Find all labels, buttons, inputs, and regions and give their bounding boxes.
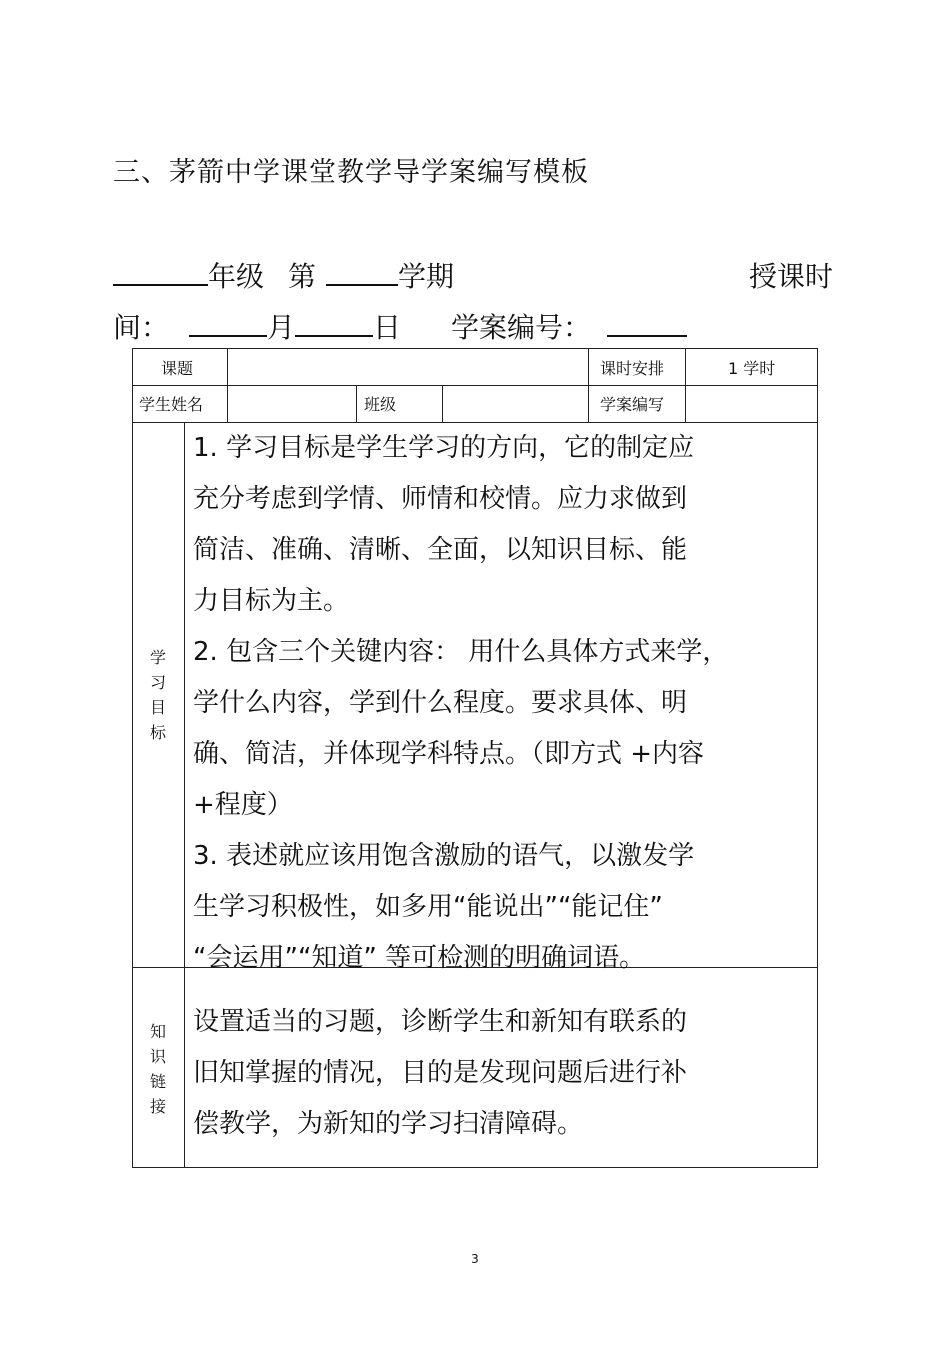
col-divider (685, 349, 686, 422)
goals-content (193, 423, 728, 984)
goals-line: 生学习积极性，如多用“能说出”“能记住” (193, 892, 663, 922)
side-char: 识 (149, 1047, 166, 1066)
student-field[interactable] (229, 385, 355, 422)
goals-line: 简洁、准确、清晰、全面，以知识目标、能 (193, 535, 688, 565)
link-line: 偿教学，为新知的学习扫清障碍。 (193, 1109, 584, 1139)
goals-line: 1. 学习目标是学生学习的方向，它的制定应 (193, 433, 695, 463)
col-divider (588, 349, 589, 422)
teach-time-label-2: 间： (113, 311, 170, 344)
class-label: 班级 (364, 395, 397, 414)
teach-time-label-1: 授课时 (748, 260, 833, 293)
topic-label: 课题 (161, 358, 194, 378)
col-divider (184, 422, 185, 1167)
col-divider (442, 385, 443, 422)
col-divider (356, 385, 357, 422)
side-char: 标 (149, 723, 166, 742)
month-label: 月 (267, 311, 296, 344)
writer-label: 学案编写 (600, 395, 665, 414)
side-char: 习 (149, 673, 166, 692)
grade-blank[interactable] (113, 258, 208, 286)
goals-line: 确、简洁，并体现学科特点。（即方式 +内容 (193, 739, 705, 769)
page-number: 3 (471, 1252, 479, 1266)
goals-line: 力目标为主。 (193, 586, 350, 616)
day-blank[interactable] (295, 309, 373, 337)
page-title: 三、茅箭中学课堂教学导学案编写模板 (113, 157, 589, 188)
side-char: 知 (149, 1022, 166, 1041)
goals-side-label (133, 645, 183, 745)
goals-line: 学什么内容，学到什么程度。要求具体、明 (193, 688, 688, 718)
link-content (193, 997, 687, 1150)
info-line-2 (113, 306, 687, 346)
period-value: 1 学时 (728, 358, 776, 378)
side-char: 接 (149, 1097, 166, 1116)
goals-line: 充分考虑到学情、师情和校情。应力求做到 (193, 484, 688, 514)
writer-field[interactable] (687, 385, 815, 422)
link-side-label (133, 1019, 183, 1119)
semester-blank[interactable] (326, 258, 398, 286)
month-blank[interactable] (189, 309, 267, 337)
goals-line: “会运用”“知道” 等可检测的明确词语。 (193, 943, 646, 973)
link-line: 旧知掌握的情况，目的是发现问题后进行补 (193, 1058, 688, 1088)
goals-line: 2. 包含三个关键内容： 用什么具体方式来学， (193, 637, 729, 667)
student-label: 学生姓名 (139, 395, 204, 414)
topic-field[interactable] (229, 349, 587, 385)
semester-label: 学期 (398, 260, 455, 293)
side-char: 链 (149, 1072, 166, 1091)
goals-line: 3. 表述就应该用饱含激励的语气，以激发学 (193, 841, 695, 871)
side-char: 目 (149, 698, 166, 717)
lesson-plan-table (132, 348, 818, 1168)
plan-no-label: 学案编号： (451, 311, 592, 344)
side-char: 学 (149, 648, 166, 667)
link-line: 设置适当的习题，诊断学生和新知有联系的 (193, 1007, 688, 1037)
day-label: 日 (373, 311, 402, 344)
plan-no-blank[interactable] (607, 309, 687, 337)
goals-line: +程度） (193, 790, 293, 820)
col-divider (227, 349, 228, 422)
ordinal-label: 第 (288, 260, 317, 293)
period-label: 课时安排 (600, 358, 665, 378)
class-field[interactable] (444, 385, 587, 422)
info-line-1 (113, 255, 833, 295)
grade-label: 年级 (208, 260, 265, 293)
